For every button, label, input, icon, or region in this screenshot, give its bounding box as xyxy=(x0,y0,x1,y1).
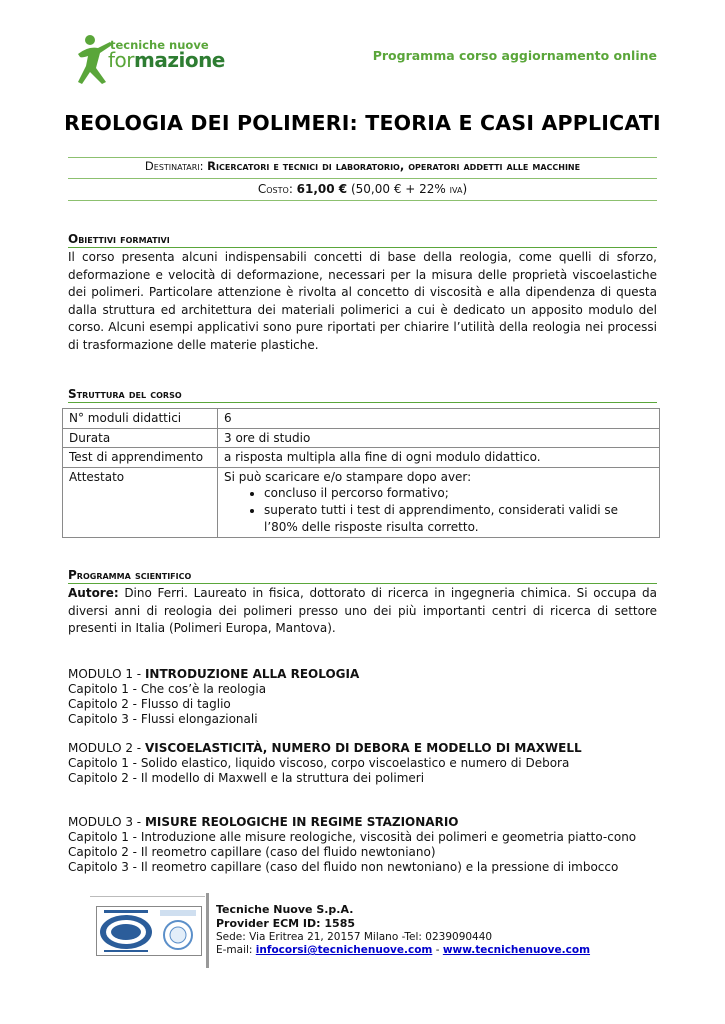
chapter-line: Capitolo 1 - Introduzione alle misure reologiche, viscosità dei polimeri e geometria piatto-cono xyxy=(68,830,637,844)
footer-rule xyxy=(90,896,205,897)
chapter-line: Capitolo 1 - Solido elastico, liquido viscoso, corpo viscoelastico e numero di Debora xyxy=(68,756,570,770)
costo-label: Costo xyxy=(257,182,289,196)
modulo-prefix: MODULO 2 - xyxy=(68,741,145,755)
row-label: Attestato xyxy=(63,467,218,538)
chapter-line: Capitolo 3 - Flussi elongazionali xyxy=(68,712,258,726)
modulo-name: INTRODUZIONE ALLA REOLOGIA xyxy=(144,667,360,681)
footer-contact xyxy=(216,903,590,957)
destinatari-line: Destinatari: Ricercatori e tecnici di laboratorio, operatori addetti alle macchine xyxy=(144,159,581,173)
row-value: 3 ore di studio xyxy=(218,428,660,448)
page-title: REOLOGIA DEI POLIMERI: TEORIA E CASI APPLICATI xyxy=(64,111,661,135)
row-value: a risposta multipla alla fine di ogni modulo didattico. xyxy=(218,448,660,468)
struttura-table xyxy=(62,408,660,538)
attestato-intro: Si può scaricare e/o stampare dopo aver: xyxy=(224,469,472,484)
modulo-title xyxy=(68,741,668,756)
table-row xyxy=(63,409,660,429)
logo-line2 xyxy=(108,48,225,72)
obiettivi-text: Il corso presenta alcuni indispensabili concetti di base della reologia, come quelli di sforzo, deformazione e velocità di deformazione, necessari per la misura delle proprietà viscoelastiche dei polimeri. Particolare attenzione è rivolta al concetto di viscosità e alla dipendenza di questa dalla struttura ed architettura dei materiali polimerici a cui è dedicato un apposito modulo del corso. Alcuni esempi applicativi sono pure riportati per chiarire l’utilità della reologia nei processi di trasformazione delle materie plastiche. xyxy=(68,250,657,352)
footer-divider xyxy=(206,893,209,968)
table-row xyxy=(63,428,660,448)
website-link[interactable]: www.tecnichenuove.com xyxy=(442,944,591,956)
email-link[interactable]: infocorsi@tecnichenuove.com xyxy=(255,944,433,956)
chapter-line: Capitolo 2 - Il modello di Maxwell e la struttura dei polimeri xyxy=(68,771,425,785)
modulo-3 xyxy=(68,815,668,875)
autore-paragraph xyxy=(68,585,657,638)
programma-heading: Programma scientifico xyxy=(68,568,657,584)
modulo-2 xyxy=(68,741,668,786)
program-label: Programma corso aggiornamento online xyxy=(372,48,657,63)
list-item: • concluso il percorso formativo; xyxy=(264,485,653,502)
row-label: Durata xyxy=(63,428,218,448)
obiettivi-heading: Obiettivi formativi xyxy=(68,232,657,248)
table-row xyxy=(63,448,660,468)
modulo-title xyxy=(68,667,668,682)
costo-value: 61,00 € xyxy=(296,182,348,196)
row-label: Test di apprendimento xyxy=(63,448,218,468)
logo-line1: tecniche nuove xyxy=(110,38,209,52)
list-item: • superato tutti i test di apprendimento, considerati validi se l’80% delle risposte risulta corretto. xyxy=(264,502,653,536)
meta-middle-rule xyxy=(68,178,657,179)
destinatari-value: Ricercatori e tecnici di laboratorio, operatori addetti alle macchine xyxy=(207,159,581,173)
modulo-prefix: MODULO 3 - xyxy=(68,815,145,829)
logo-line2-b: mazione xyxy=(134,48,225,72)
modulo-title xyxy=(68,815,668,830)
costo-detail-a: (50,00 € + 22% xyxy=(350,182,450,196)
row-label: N° moduli didattici xyxy=(63,409,218,429)
costo-detail-iva: iva xyxy=(449,182,463,196)
meta-bottom-rule xyxy=(68,200,657,201)
modulo-name: MISURE REOLOGICHE IN REGIME STAZIONARIO xyxy=(144,815,459,829)
table-row xyxy=(63,467,660,538)
footer-separator: - xyxy=(432,944,443,956)
row-value: 6 xyxy=(218,409,660,429)
chapter-line: Capitolo 3 - Il reometro capillare (caso del fluido non newtoniano) e la pressione di imbocco xyxy=(68,860,619,874)
attestato-list xyxy=(224,485,653,536)
footer-company: Tecniche Nuove S.p.A. xyxy=(216,903,354,916)
modulo-prefix: MODULO 1 - xyxy=(68,667,145,681)
email-label: E-mail: xyxy=(216,944,256,956)
struttura-heading: Struttura del corso xyxy=(68,387,657,403)
footer-provider: Provider ECM ID: 1585 xyxy=(216,917,356,930)
modulo-name: VISCOELASTICITÀ, NUMERO DI DEBORA E MODELLO DI MAXWELL xyxy=(144,741,582,755)
chapter-line: Capitolo 2 - Flusso di taglio xyxy=(68,697,231,711)
logo-line2-a: for xyxy=(108,48,134,72)
costo-detail-b: ) xyxy=(462,182,468,196)
chapter-line: Capitolo 1 - Che cos’è la reologia xyxy=(68,682,267,696)
formazione-logo xyxy=(76,32,225,90)
destinatari-label: Destinatari xyxy=(144,159,200,173)
attestato-cell xyxy=(218,467,660,538)
modulo-1 xyxy=(68,667,668,727)
costo-line: Costo: 61,00 € (50,00 € + 22% iva) xyxy=(257,182,468,196)
footer-links xyxy=(216,944,590,957)
autore-label: Autore: xyxy=(68,586,119,600)
certification-seal-icon xyxy=(96,906,202,956)
meta-top-rule xyxy=(68,157,657,158)
footer-address: Sede: Via Eritrea 21, 20157 Milano -Tel: 0239090440 xyxy=(216,931,493,943)
autore-text: Dino Ferri. Laureato in fisica, dottorato di ricerca in ingegneria chimica. Si occupa da diversi anni di reologia dei polimeri presso uno dei più importanti centri di ricerca di settore presenti in Italia (Polimeri Europa, Mantova). xyxy=(68,586,657,635)
chapter-line: Capitolo 2 - Il reometro capillare (caso del fluido newtoniano) xyxy=(68,845,436,859)
